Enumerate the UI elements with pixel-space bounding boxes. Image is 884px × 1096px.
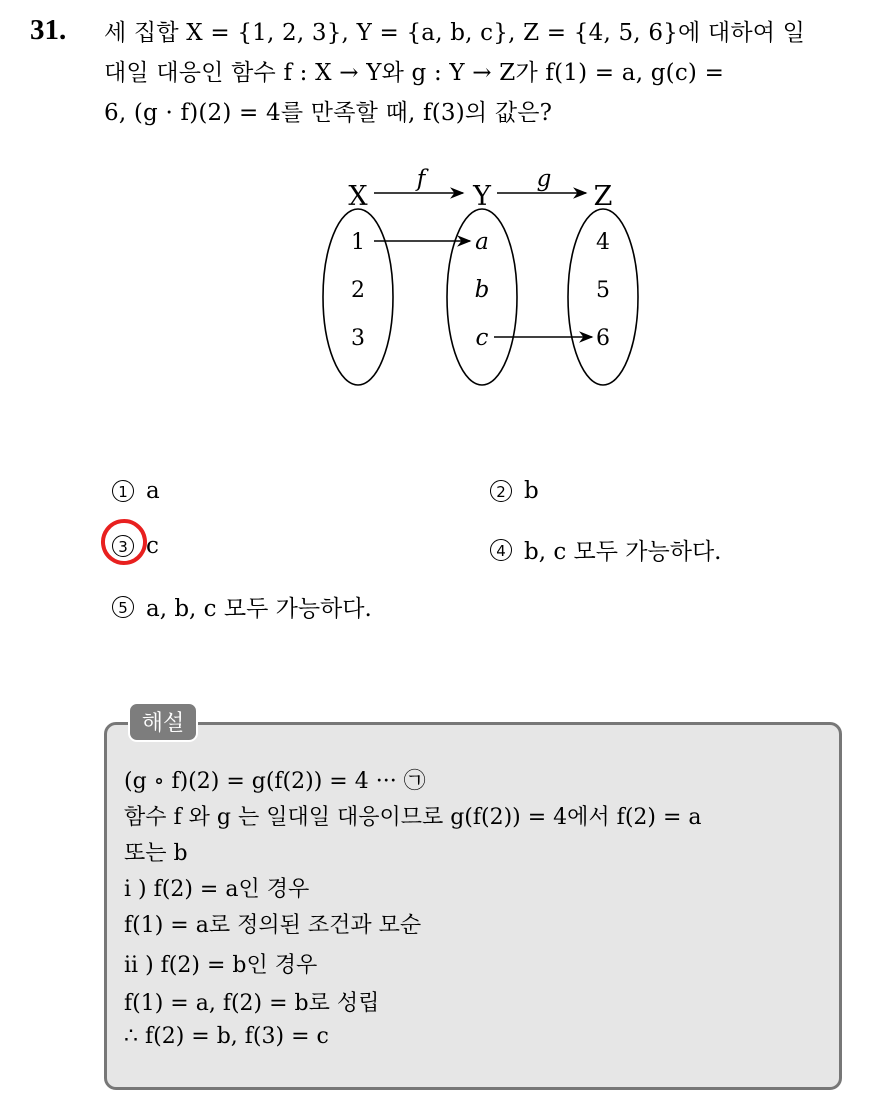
choice-4[interactable] (490, 533, 721, 566)
choice-number: 1 (112, 480, 134, 502)
solution-line-2: 함수 f 와 g 는 일대일 대응이므로 g(f(2)) = 4에서 f(2) = a (124, 805, 702, 830)
set-label-z: Z (593, 181, 613, 212)
set-label-x: X (348, 181, 368, 212)
y-element-c: c (475, 325, 489, 351)
map-label-f: f (416, 166, 426, 192)
y-element-a: a (475, 229, 489, 255)
solution-line-7: f(1) = a, f(2) = b로 성립 (124, 991, 380, 1016)
choice-5[interactable] (112, 590, 372, 623)
choice-2[interactable] (490, 478, 539, 504)
y-element-b: b (474, 277, 490, 303)
solution-line-3: 또는 b (124, 841, 188, 866)
x-element-3: 3 (351, 326, 365, 351)
choice-number: 5 (112, 596, 134, 618)
solution-tab: 해설 (128, 702, 198, 742)
map-label-g: g (536, 166, 552, 192)
solution-line-1: (g ∘ f)(2) = g(f(2)) = 4 ··· ㉠ (124, 769, 426, 794)
question-line-1: 세 집합 X = {1, 2, 3}, Y = {a, b, c}, Z = {4, 5, 6}에 대하여 일 (104, 20, 806, 46)
choice-number: 2 (490, 480, 512, 502)
x-element-1: 1 (351, 230, 365, 255)
choice-text: b (524, 478, 539, 504)
answer-mark-circle (98, 516, 150, 568)
mapping-diagram (0, 0, 884, 460)
question-line-2: 대일 대응인 함수 f : X → Y와 g : Y → Z가 f(1) = a, g(c) = (104, 60, 725, 86)
solution-line-8: ∴ f(2) = b, f(3) = c (124, 1024, 329, 1049)
set-label-y: Y (473, 181, 491, 212)
choice-text: b, c 모두 가능하다. (524, 539, 722, 565)
choice-number: 4 (490, 539, 512, 561)
z-element-4: 4 (596, 230, 610, 255)
solution-line-5: f(1) = a로 정의된 조건과 모순 (124, 913, 422, 938)
x-element-2: 2 (351, 278, 365, 303)
choice-text: a (146, 478, 160, 504)
choice-text: a, b, c 모두 가능하다. (146, 596, 372, 622)
choice-1[interactable] (112, 478, 160, 504)
question-line-3: 6, (g · f)(2) = 4를 만족할 때, f(3)의 값은? (104, 100, 553, 126)
choice-number: 3 (112, 535, 134, 557)
question-number: 31. (30, 14, 67, 46)
z-element-6: 6 (596, 326, 610, 351)
solution-line-6: ii ) f(2) = b인 경우 (124, 953, 318, 978)
choice-text: c (146, 533, 159, 559)
z-element-5: 5 (596, 278, 610, 303)
solution-line-4: i ) f(2) = a인 경우 (124, 877, 310, 902)
